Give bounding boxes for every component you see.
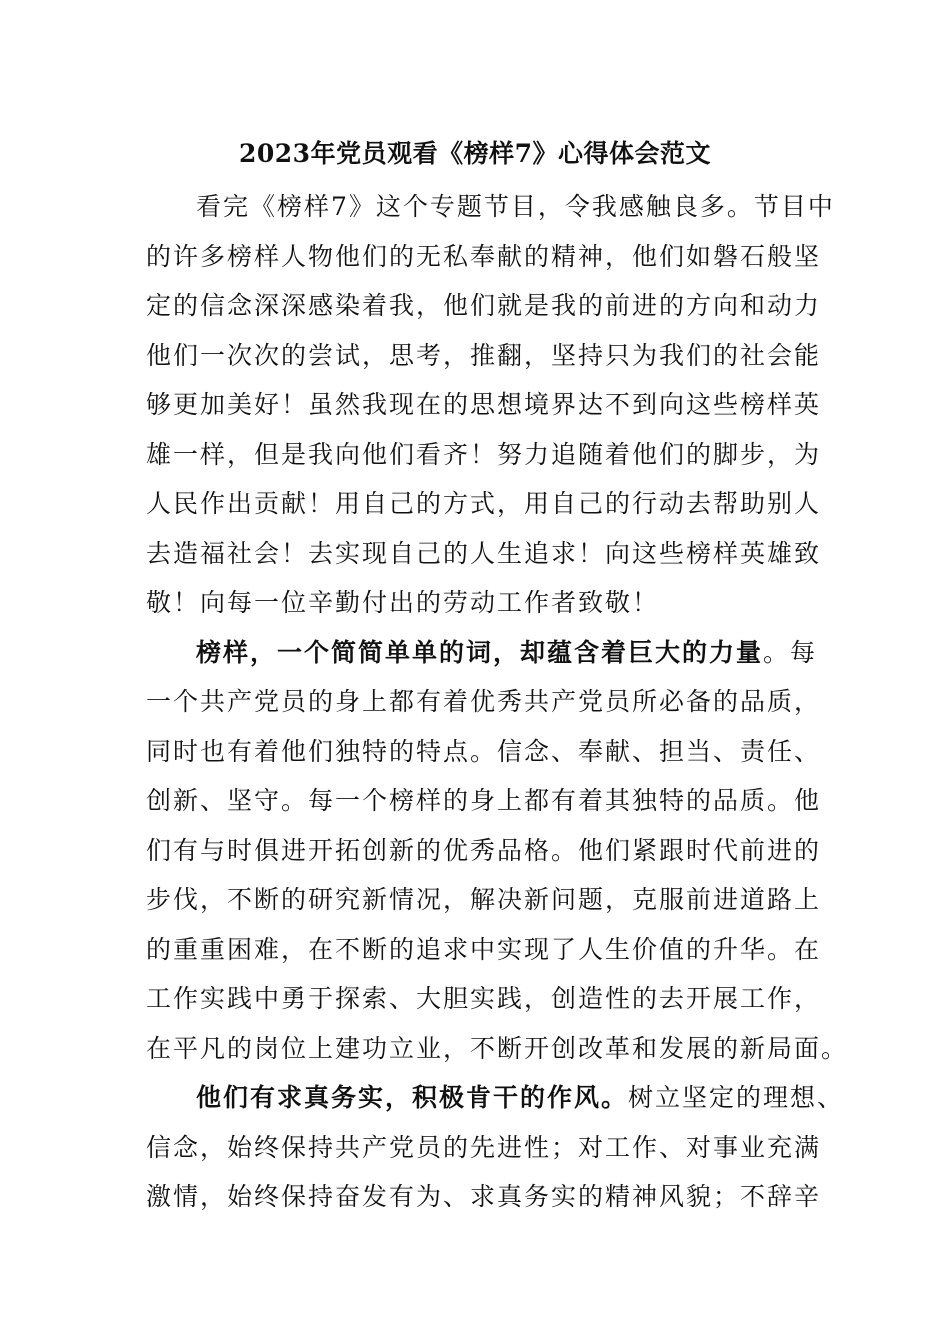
document-body	[146, 182, 849, 1222]
paragraph-lead-rest: 树立坚定的理想、	[628, 1083, 845, 1112]
paragraph-line: 步伐，不断的研究新情况，解决新问题，克服前进道路上	[146, 885, 822, 914]
paragraph-line: 定的信念深深感染着我，他们就是我的前进的方向和动力	[146, 291, 822, 320]
paragraph-line: 同时也有着他们独特的特点。信念、奉献、担当、责任、	[146, 736, 822, 766]
paragraph-3	[146, 1073, 845, 1222]
paragraph-line: 看完《榜样7》这个专题节目，令我感触良多。节目中	[196, 192, 835, 221]
paragraph-line: 在平凡的岗位上建功立业，不断开创改革和发展的新局面。	[146, 1033, 849, 1063]
paragraph-line: 的许多榜样人物他们的无私奉献的精神，他们如磐石般坚	[146, 241, 822, 271]
paragraph-1	[146, 182, 835, 628]
paragraph-lead-bold: 他们有求真务实，积极肯干的作风。	[196, 1083, 629, 1112]
paragraph-line: 的重重困难，在不断的追求中实现了人生价值的升华。在	[146, 934, 822, 964]
paragraph-line: 他们一次次的尝试，思考，推翻，坚持只为我们的社会能	[146, 340, 822, 370]
paragraph-2	[146, 628, 849, 1074]
paragraph-line: 工作实践中勇于探索、大胆实践，创造性的去开展工作，	[146, 984, 822, 1013]
paragraph-line: 们有与时俱进开拓创新的优秀品格。他们紧跟时代前进的	[146, 835, 822, 865]
paragraph-line: 信念，始终保持共产党员的先进性；对工作、对事业充满	[146, 1132, 822, 1162]
paragraph-line: 够更加美好！虽然我现在的思想境界达不到向这些榜样英	[146, 390, 822, 419]
paragraph-lead-bold: 榜样，一个简简单单的词，却蕴含着巨大的力量	[196, 637, 764, 667]
paragraph-line: 激情，始终保持奋发有为、求真务实的精神风貌；不辞辛	[146, 1182, 822, 1211]
paragraph-line: 敬！向每一位辛勤付出的劳动工作者致敬！	[146, 588, 660, 617]
paragraph-line: 一个共产党员的身上都有着优秀共产党员所必备的品质，	[146, 687, 822, 716]
paragraph-line: 人民作出贡献！用自己的方式，用自己的行动去帮助别人	[146, 489, 822, 518]
paragraph-line: 去造福社会！去实现自己的人生追求！向这些榜样英雄致	[146, 538, 822, 568]
paragraph-lead-rest: 。每	[763, 637, 818, 667]
paragraph-lead-line	[146, 1073, 845, 1123]
paragraph-line: 雄一样，但是我向他们看齐！努力追随着他们的脚步，为	[146, 439, 822, 469]
document-title: 2023年党员观看《榜样7》心得体会范文	[239, 139, 711, 168]
paragraph-lead-line	[146, 628, 826, 678]
paragraph-line: 创新、坚守。每一个榜样的身上都有着其独特的品质。他	[146, 786, 822, 815]
